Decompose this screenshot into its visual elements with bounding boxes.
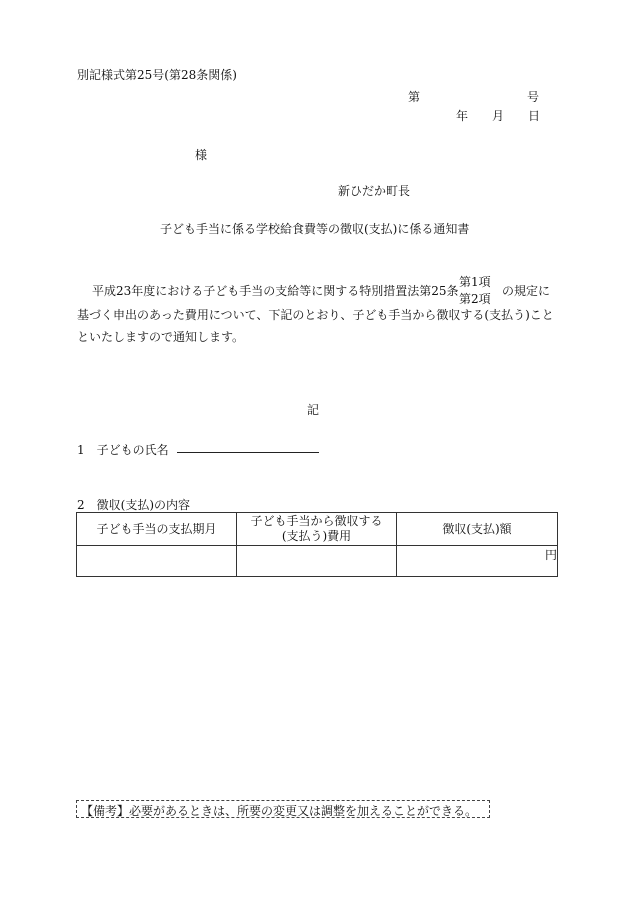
- document-number-prefix: 第: [408, 90, 421, 104]
- document-number-suffix: 号: [527, 90, 540, 104]
- date-day: 日: [528, 109, 541, 123]
- child-name-label: 1 子どもの氏名: [77, 443, 169, 457]
- collection-details-label: 2 徴収(支払)の内容: [77, 498, 190, 512]
- date-month: 月: [492, 109, 505, 123]
- collection-details-table: [76, 512, 558, 577]
- header-amount-label: 徴収(支払)額: [442, 521, 512, 536]
- form-id: 別記様式第25号(第28条関係): [77, 68, 237, 82]
- header-payment-month-label: 子ども手当の支払期月: [96, 521, 217, 536]
- header-amount: [397, 513, 558, 546]
- expense-cell[interactable]: [237, 546, 397, 577]
- body-line-1-end: の規定に: [502, 284, 551, 298]
- header-expense-line-1: 子ども手当から徴収する: [250, 514, 383, 528]
- clause-option-2: 第2項: [459, 292, 491, 306]
- table-header-row: [77, 513, 558, 546]
- remarks-box: [76, 800, 490, 818]
- yen-unit: 円: [544, 548, 557, 562]
- table-row: [77, 546, 558, 577]
- body-line-2: 基づく申出のあった費用について、下記のとおり、子ども手当から徴収する(支払う)こと: [77, 308, 554, 322]
- header-expense: [237, 513, 397, 546]
- document-title: 子ども手当に係る学校給食費等の徴収(支払)に係る通知書: [160, 222, 470, 236]
- header-payment-month: [77, 513, 237, 546]
- issuer-name: 新ひだか町長: [338, 184, 411, 198]
- clause-option-1: 第1項: [459, 275, 491, 289]
- header-expense-line-2: (支払う)費用: [281, 529, 352, 543]
- recipient-honorific: 様: [195, 148, 208, 162]
- amount-cell[interactable]: [397, 546, 558, 577]
- child-name-blank[interactable]: [177, 452, 319, 453]
- remarks-text: 【備考】必要があるときは、所要の変更又は調整を加えることができる。: [81, 804, 478, 818]
- payment-month-cell[interactable]: [77, 546, 237, 577]
- body-line-3: といたしますので通知します。: [77, 330, 245, 344]
- ki-heading: 記: [307, 403, 320, 417]
- date-year: 年: [456, 109, 469, 123]
- body-line-1-start: 平成23年度における子ども手当の支給等に関する特別措置法第25条: [92, 284, 459, 298]
